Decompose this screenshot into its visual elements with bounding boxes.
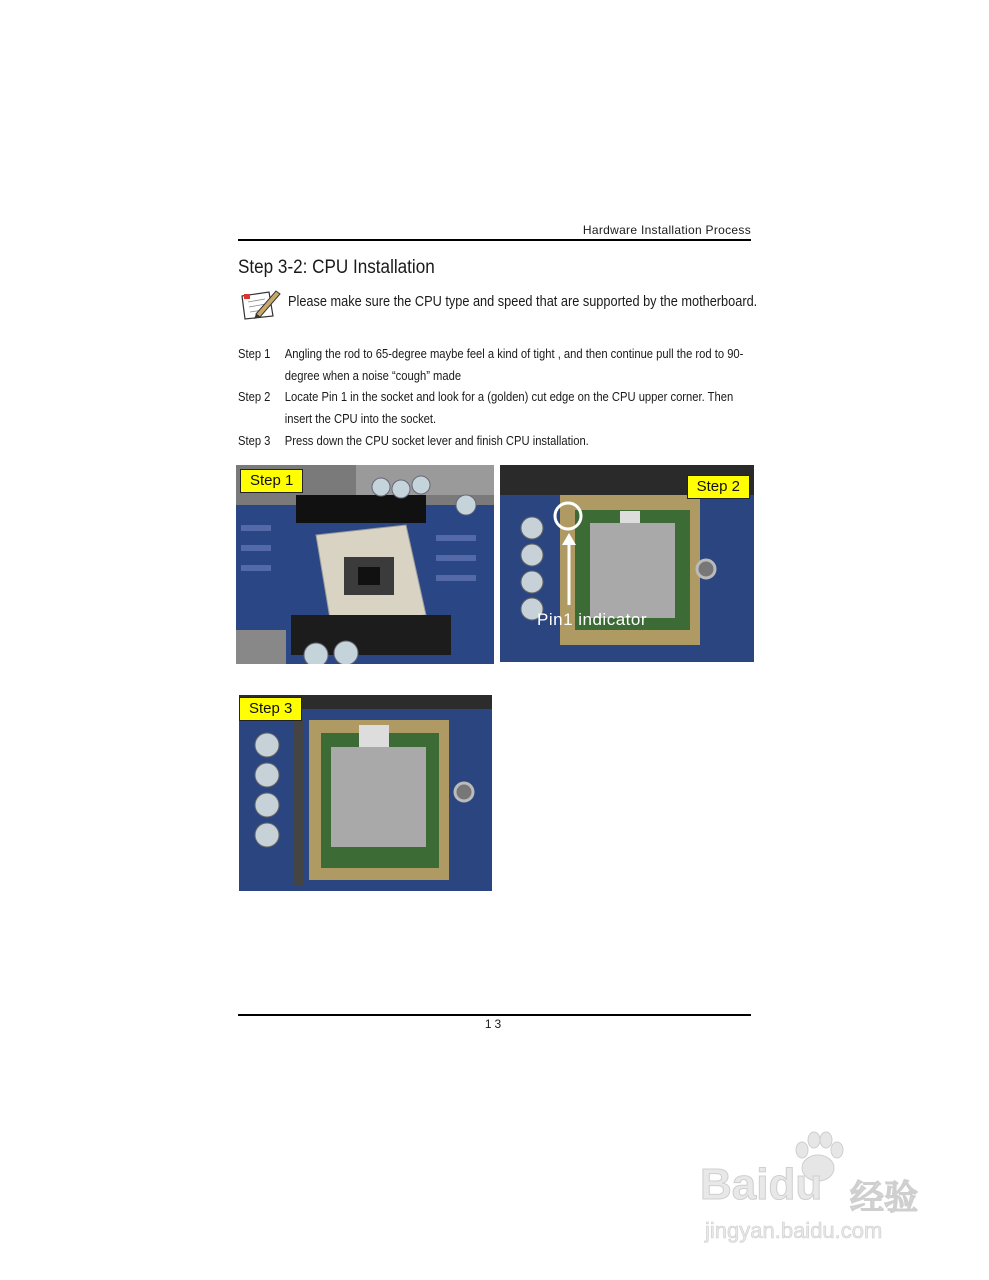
step-item-3 <box>238 430 748 452</box>
step-label: Step 1 <box>238 346 271 361</box>
step1-label: Step 1 <box>240 469 303 493</box>
step3-photo <box>239 695 492 891</box>
header-rule <box>238 239 751 241</box>
step3-label: Step 3 <box>239 697 302 721</box>
watermark-url: jingyan.baidu.com <box>705 1218 883 1243</box>
baidu-watermark <box>700 1130 940 1250</box>
watermark-brand: Baidu <box>700 1160 823 1209</box>
step-text: Locate Pin 1 in the socket and look for a (golden) cut edge on the CPU upper corner. Then insert the CPU into the socket. <box>284 389 734 427</box>
step-label: Step 2 <box>238 389 271 405</box>
note-pencil-icon <box>239 288 281 322</box>
footer-rule <box>238 1014 751 1016</box>
step-item-2 <box>238 386 748 429</box>
step-list <box>238 343 748 452</box>
pin1-annotation: Pin1 indicator <box>537 610 648 629</box>
watermark-brand-cn: 经验 <box>850 1178 918 1218</box>
section-title: Step 3-2: CPU Installation <box>238 257 435 278</box>
step1-photo <box>236 465 494 664</box>
step2-photo <box>500 465 754 662</box>
step-item-1 <box>238 343 748 386</box>
running-header: Hardware Installation Process <box>582 223 751 237</box>
step-text: Press down the CPU socket lever and finish CPU installation. <box>284 432 589 448</box>
step-text: Angling the rod to 65-degree maybe feel a kind of tight , and then continue pull the rod to 90-degree when a noise “cough” made <box>284 346 744 383</box>
note-text: Please make sure the CPU type and speed that are supported by the motherboard. <box>288 293 758 310</box>
page-number: 13 <box>484 1017 505 1031</box>
step2-label: Step 2 <box>687 475 750 499</box>
step-label: Step 3 <box>238 432 271 448</box>
